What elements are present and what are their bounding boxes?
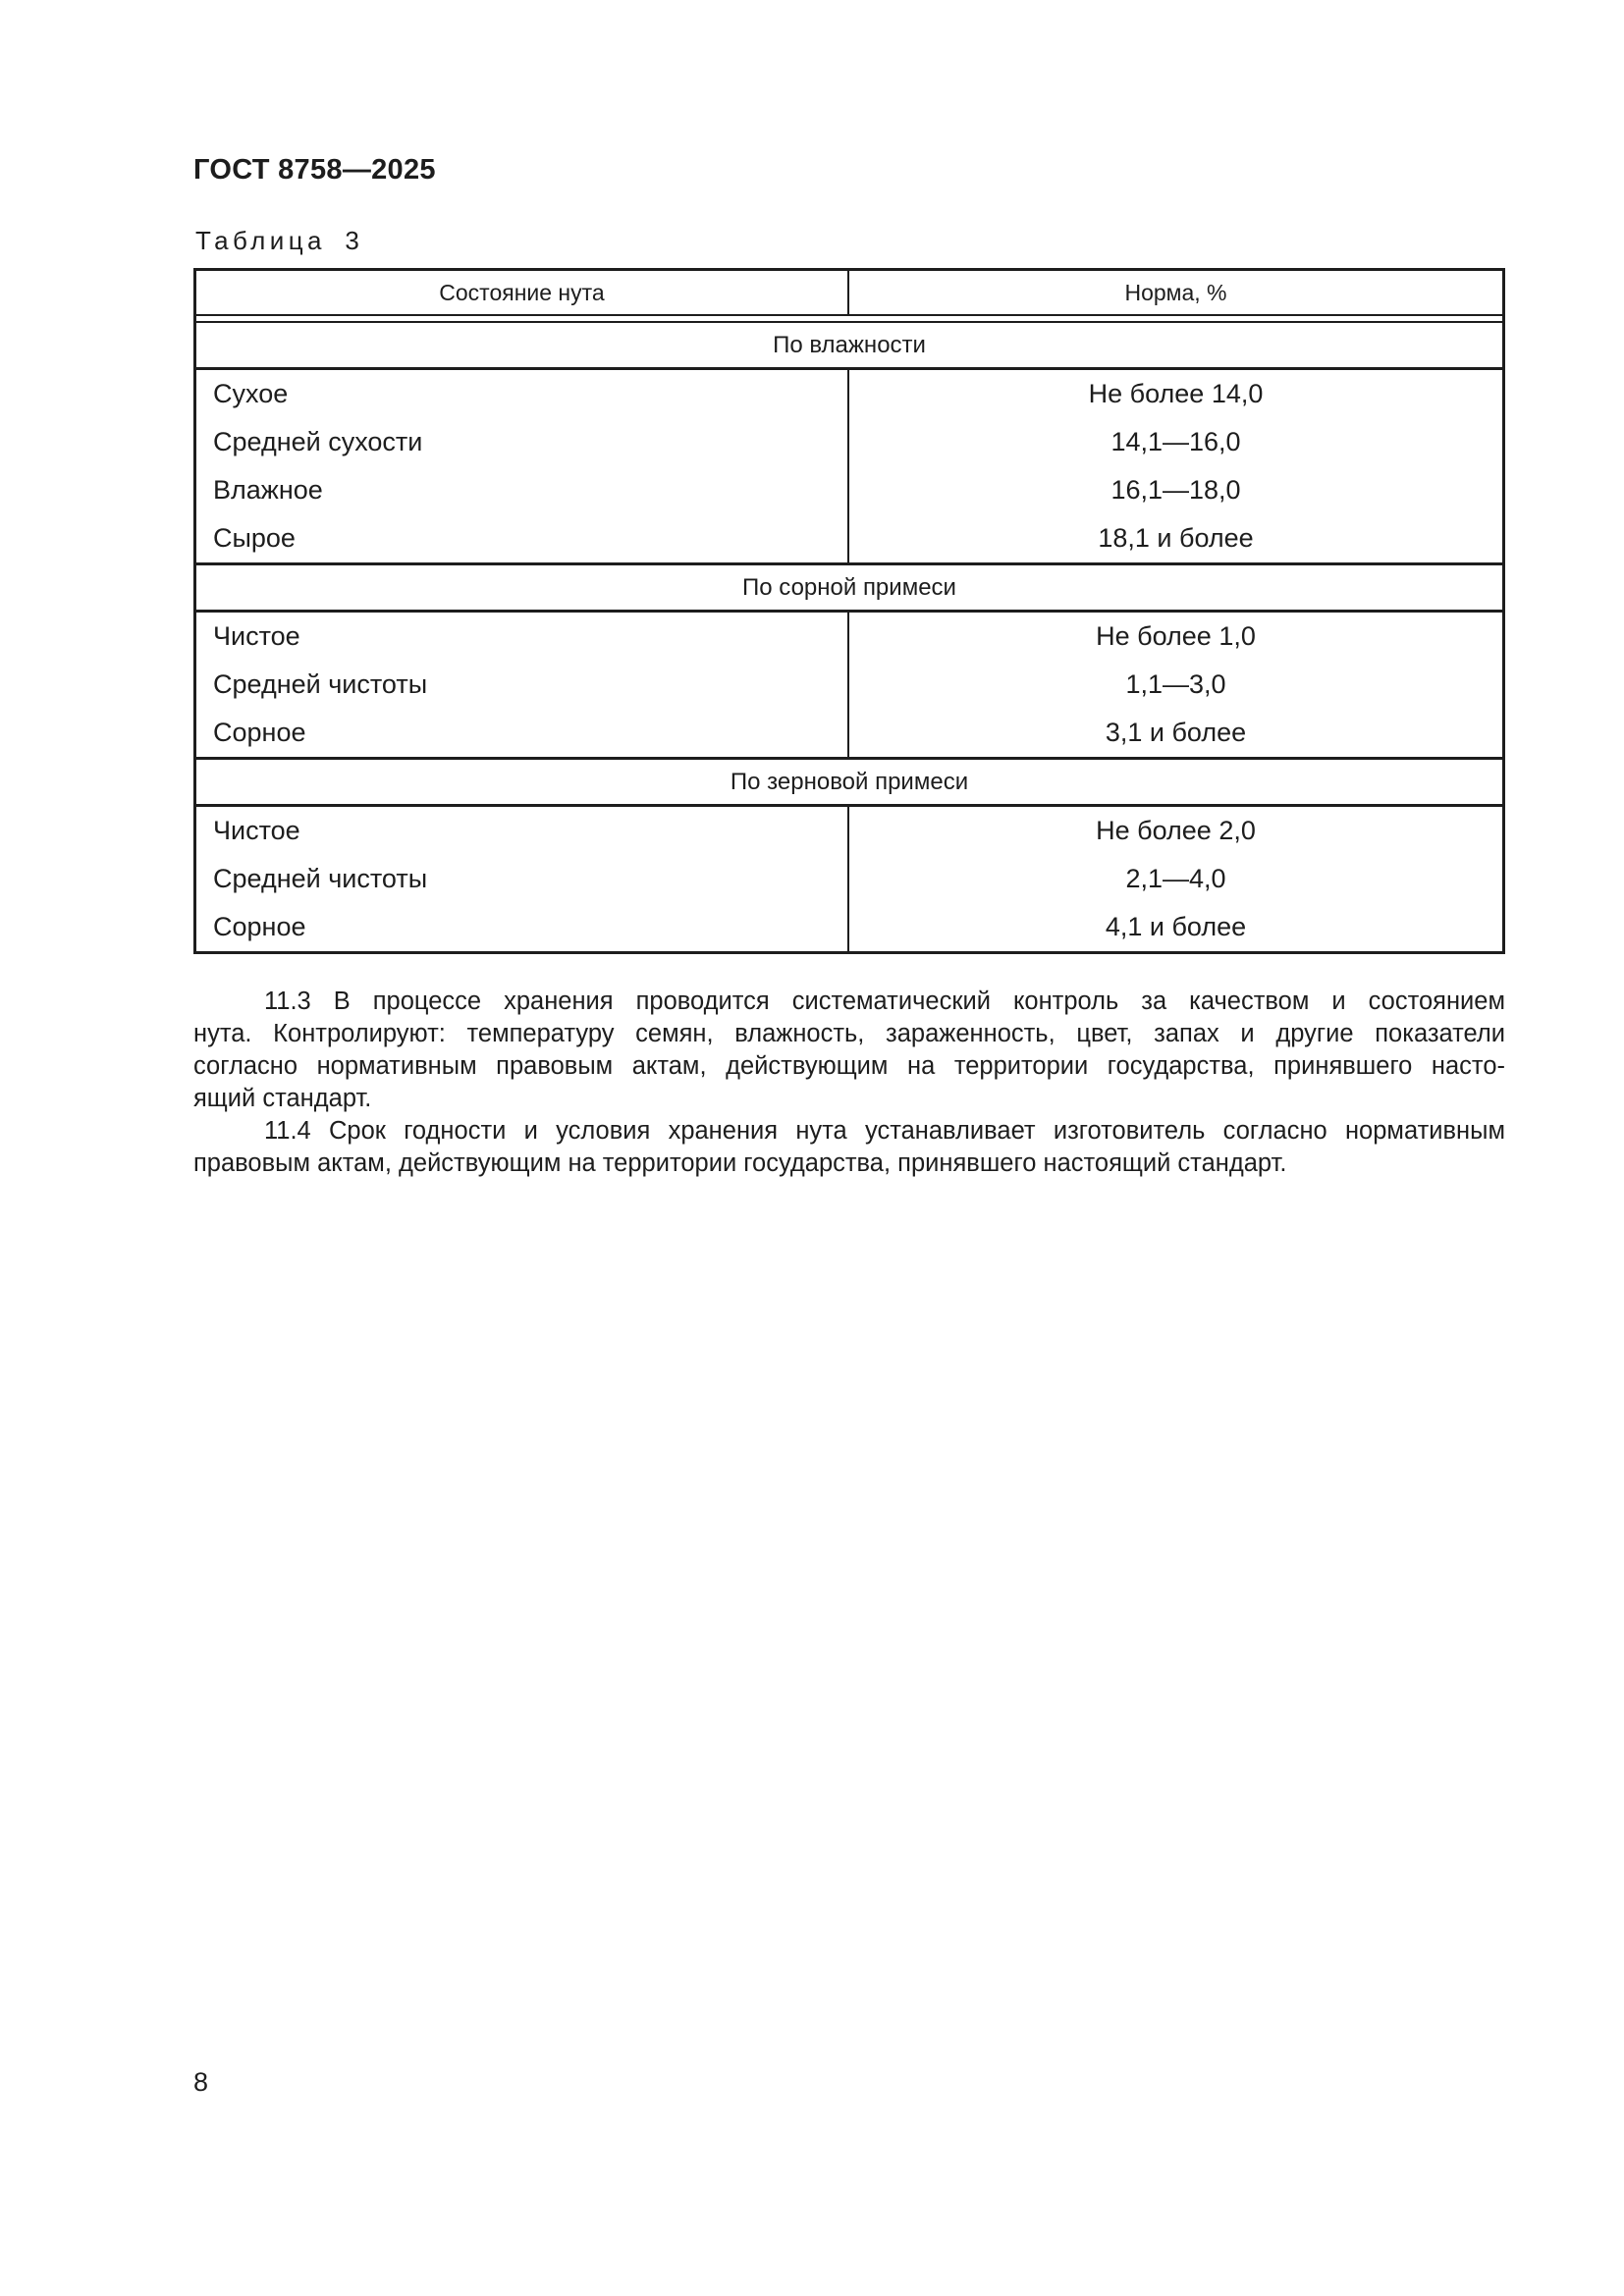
row-value: 2,1—4,0 bbox=[1125, 864, 1226, 893]
section-body bbox=[196, 807, 1502, 951]
paragraph-11-3 bbox=[193, 986, 1505, 1115]
table-row bbox=[196, 855, 1502, 903]
table-header-row bbox=[196, 271, 1502, 316]
row-value: 14,1—16,0 bbox=[1110, 427, 1241, 456]
row-label: Средней чистоты bbox=[196, 661, 849, 709]
table-row bbox=[196, 613, 1502, 661]
row-value: Не более 14,0 bbox=[1088, 379, 1264, 408]
table-row bbox=[196, 466, 1502, 514]
column-header-state: Состояние нута bbox=[196, 271, 849, 314]
row-value: 18,1 и более bbox=[1098, 523, 1254, 553]
table-row bbox=[196, 807, 1502, 855]
row-label: Средней сухости bbox=[196, 418, 849, 466]
page-number: 8 bbox=[193, 2067, 209, 2097]
section-title-grain-impurity: По зерновой примеси bbox=[196, 757, 1502, 807]
body-text bbox=[193, 986, 1505, 1180]
column-header-norm: Норма, % bbox=[1124, 279, 1227, 305]
text-line: правовым актам, действующим на территории государства, принявшего настоящий стандарт. bbox=[193, 1149, 1287, 1177]
text-line: 11.3 В процессе хранения проводится систематический контроль за качеством и состоянием bbox=[264, 988, 1505, 1015]
table-row bbox=[196, 370, 1502, 418]
table-caption: Таблица 3 bbox=[195, 226, 364, 255]
row-label: Чистое bbox=[196, 613, 849, 661]
section-title-weed-impurity: По сорной примеси bbox=[196, 562, 1502, 613]
chickpea-condition-table bbox=[193, 268, 1505, 954]
row-value: 4,1 и более bbox=[1105, 912, 1247, 941]
section-title-moisture: По влажности bbox=[196, 323, 1502, 370]
double-rule bbox=[196, 316, 1502, 323]
table-row bbox=[196, 418, 1502, 466]
section-weed-impurity bbox=[196, 562, 1502, 757]
row-value: 16,1—18,0 bbox=[1110, 475, 1241, 505]
row-label: Сырое bbox=[196, 514, 849, 562]
row-value: Не более 1,0 bbox=[1096, 621, 1256, 651]
row-label: Влажное bbox=[196, 466, 849, 514]
section-moisture bbox=[196, 323, 1502, 562]
row-label: Сорное bbox=[196, 709, 849, 757]
section-body bbox=[196, 613, 1502, 757]
paragraph-11-4 bbox=[193, 1115, 1505, 1180]
section-body bbox=[196, 370, 1502, 562]
table-row bbox=[196, 514, 1502, 562]
row-label: Сухое bbox=[196, 370, 849, 418]
row-value: 3,1 и более bbox=[1105, 718, 1247, 747]
text-line: 11.4 Срок годности и условия хранения нута устанавливает изготовитель согласно нормативным bbox=[264, 1117, 1505, 1145]
row-value: Не более 2,0 bbox=[1096, 816, 1256, 845]
table-row bbox=[196, 709, 1502, 757]
row-label: Чистое bbox=[196, 807, 849, 855]
text-line: ящий стандарт. bbox=[193, 1085, 372, 1112]
doc-code-heading: ГОСТ 8758—2025 bbox=[193, 154, 436, 186]
row-value: 1,1—3,0 bbox=[1125, 669, 1226, 699]
text-line: нута. Контролируют: температуру семян, влажность, зараженность, цвет, запах и другие показатели bbox=[193, 1020, 1505, 1047]
section-grain-impurity bbox=[196, 757, 1502, 951]
table-row bbox=[196, 661, 1502, 709]
row-label: Средней чистоты bbox=[196, 855, 849, 903]
table-row bbox=[196, 903, 1502, 951]
row-label: Сорное bbox=[196, 903, 849, 951]
text-line: согласно нормативным правовым актам, действующим на территории государства, принявшего насто- bbox=[193, 1052, 1505, 1080]
